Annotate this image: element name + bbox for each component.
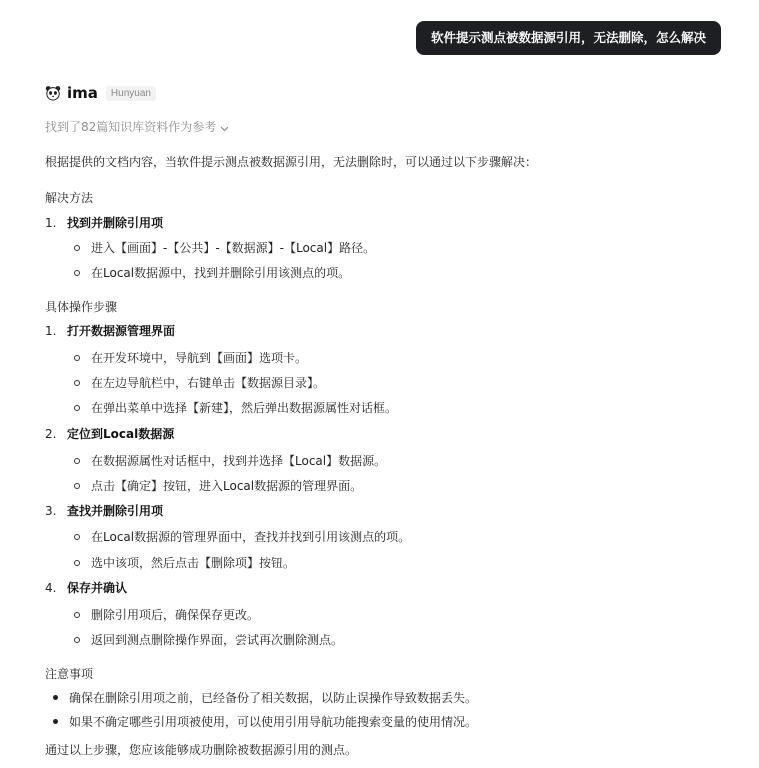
list-item: [45, 322, 735, 340]
sub-list-text: 删除引用项后，确保保存更改。: [91, 608, 260, 622]
list-item-title: 打开数据源管理界面: [67, 324, 176, 338]
list-item: [45, 502, 735, 520]
bullet-text: 确保在删除引用项之前，已经备份了相关数据，以防止误操作导致数据丢失。: [69, 691, 478, 705]
sub-list-text: 在Local数据源的管理界面中，查找并找到引用该测点的项。: [91, 530, 411, 544]
hollow-bullet-icon: [74, 355, 80, 361]
list-item-title: 找到并删除引用项: [67, 216, 164, 230]
solution-heading: 解决方法: [45, 191, 94, 205]
model-name: ima: [67, 84, 98, 102]
hollow-bullet-icon: [74, 612, 80, 618]
hollow-bullet-icon: [74, 458, 80, 464]
list-number: 3.: [45, 504, 57, 518]
sub-list-item: [45, 239, 735, 257]
bullet-list-item: [45, 713, 735, 731]
list-item-title: 保存并确认: [67, 581, 128, 595]
model-header: [45, 83, 735, 103]
sub-list-text: 点击【确定】按钮，进入Local数据源的管理界面。: [91, 479, 363, 493]
bullet-icon: [53, 695, 58, 700]
closing-text: 通过以上步骤，您应该能够成功删除被数据源引用的测点。: [45, 743, 358, 757]
sub-list-item: [45, 606, 735, 624]
references-label: 找到了82篇知识库资料作为参考: [45, 120, 217, 134]
intro-text: 根据提供的文档内容，当软件提示测点被数据源引用，无法删除时，可以通过以下步骤解决：: [45, 155, 538, 169]
sub-list-text: 进入【画面】-【公共】-【数据源】-【Local】路径。: [91, 241, 376, 255]
sub-list-text: 选中该项，然后点击【删除项】按钮。: [91, 556, 296, 570]
hollow-bullet-icon: [74, 483, 80, 489]
hollow-bullet-icon: [74, 560, 80, 566]
sub-list-text: 在Local数据源中，找到并删除引用该测点的项。: [91, 266, 351, 280]
sub-list-text: 在左边导航栏中，右键单击【数据源目录】。: [91, 376, 326, 390]
user-message-bubble: [416, 21, 721, 55]
list-item: [45, 579, 735, 597]
hollow-bullet-icon: [74, 380, 80, 386]
hollow-bullet-icon: [74, 245, 80, 251]
model-tag: Hunyuan: [106, 86, 156, 101]
user-message-text: 软件提示测点被数据源引用，无法删除，怎么解决: [430, 30, 706, 45]
sub-list-item: [45, 349, 735, 367]
notes-heading: 注意事项: [45, 667, 94, 681]
sub-list-item: [45, 528, 735, 546]
sub-list-text: 在数据源属性对话框中，找到并选择【Local】数据源。: [91, 454, 387, 468]
sub-list-text: 在开发环境中，导航到【画面】选项卡。: [91, 351, 308, 365]
list-number: 4.: [45, 581, 57, 595]
steps-heading: 具体操作步骤: [45, 300, 118, 314]
sub-list-item: [45, 631, 735, 649]
chevron-down-icon: [220, 122, 229, 131]
list-item-title: 查找并删除引用项: [67, 504, 164, 518]
sub-list-item: [45, 374, 735, 392]
sub-list-item: [45, 477, 735, 495]
sub-list-item: [45, 264, 735, 282]
sub-list-text: 在弹出菜单中选择【新建】，然后弹出数据源属性对话框。: [91, 401, 398, 415]
sub-list-text: 返回到测点删除操作界面，尝试再次删除测点。: [91, 633, 344, 647]
list-item-title: 定位到Local数据源: [67, 427, 175, 441]
list-number: 2.: [45, 427, 57, 441]
bullet-text: 如果不确定哪些引用项被使用，可以使用引用导航功能搜索变量的使用情况。: [69, 715, 478, 729]
panda-icon: [45, 85, 61, 101]
hollow-bullet-icon: [74, 270, 80, 276]
references-toggle[interactable]: [45, 118, 229, 135]
hollow-bullet-icon: [74, 405, 80, 411]
bullet-icon: [53, 719, 58, 724]
list-number: 1.: [45, 216, 57, 230]
hollow-bullet-icon: [74, 637, 80, 643]
list-item: [45, 214, 735, 232]
list-number: 1.: [45, 324, 57, 338]
sub-list-item: [45, 452, 735, 470]
sub-list-item: [45, 399, 735, 417]
hollow-bullet-icon: [74, 534, 80, 540]
sub-list-item: [45, 554, 735, 572]
list-item: [45, 425, 735, 443]
bullet-list-item: [45, 689, 735, 707]
assistant-answer: [45, 83, 735, 757]
